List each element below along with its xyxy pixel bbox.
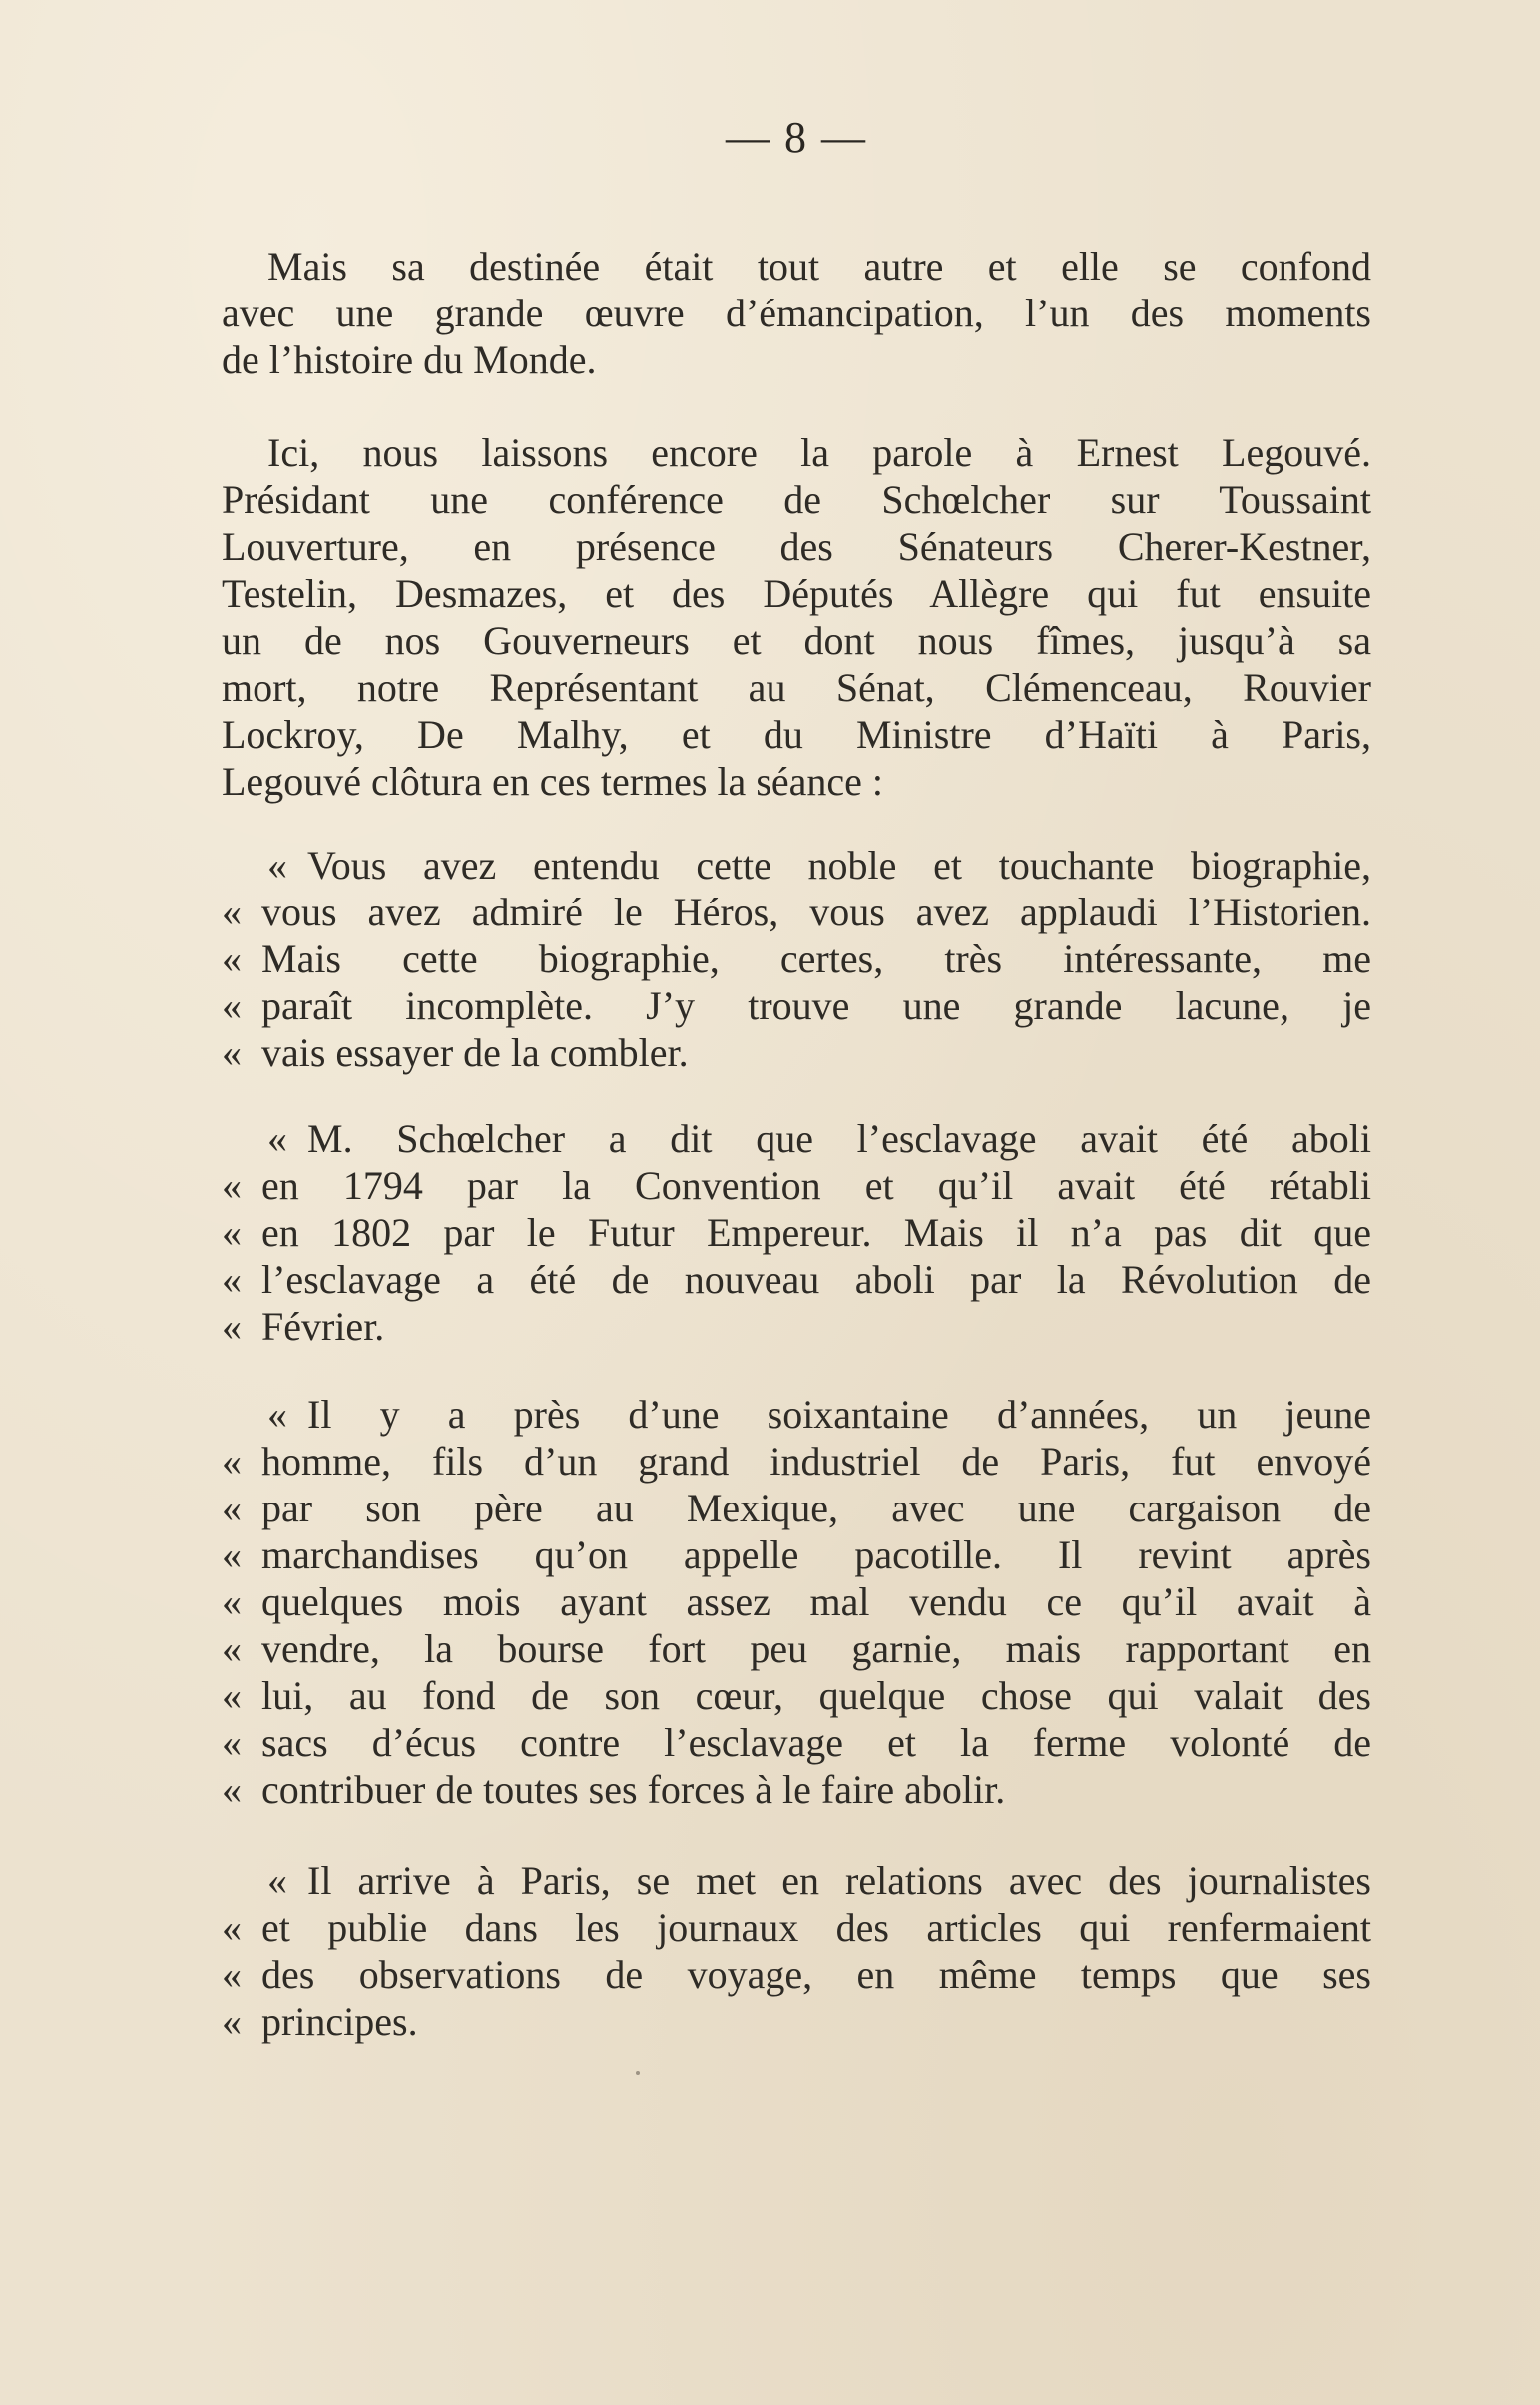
quote-mark: « — [222, 1486, 242, 1530]
text-line: l’esclavage a été de nouveau aboli par la Révolution de — [261, 1257, 1371, 1302]
text-line: vous avez admiré le Héros, vous avez applaudi l’Historien. — [261, 890, 1371, 934]
text-line: lui, au fond de son cœur, quelque chose qui valait des — [261, 1673, 1371, 1718]
text-line: principes. — [261, 1999, 418, 2044]
quote-line — [222, 1438, 1371, 1485]
quote-line — [222, 935, 1371, 982]
quote-line — [222, 1904, 1371, 1951]
quote-mark: « — [222, 1673, 242, 1718]
quote-line — [222, 1578, 1371, 1625]
text-line: en 1802 par le Futur Empereur. Mais il n’a pas dit que — [261, 1210, 1371, 1255]
text-line: mort, notre Représentant au Sénat, Clémenceau, Rouvier — [222, 665, 1371, 710]
quote-line — [222, 1766, 1371, 1813]
quote-mark: « — [222, 1905, 242, 1950]
paragraph-1 — [222, 243, 1371, 383]
quote-line — [222, 1625, 1371, 1672]
text-line: Lockroy, De Malhy, et du Ministre d’Haïti à Paris, — [222, 712, 1371, 757]
text-line: Il arrive à Paris, se met en relations avec des journalistes — [307, 1858, 1371, 1903]
text-line: Février. — [261, 1304, 385, 1349]
quote-mark: « — [222, 1304, 242, 1349]
text-line: par son père au Mexique, avec une cargaison de — [261, 1486, 1371, 1530]
quote-paragraph-2 — [222, 1115, 1371, 1350]
quote-line — [222, 1531, 1371, 1578]
quote-mark: « — [222, 890, 242, 934]
text-line: en 1794 par la Convention et qu’il avait été rétabli — [261, 1163, 1371, 1208]
paragraph-2 — [222, 429, 1371, 805]
quote-line — [222, 889, 1371, 935]
quote-mark: « — [222, 1626, 242, 1671]
text-line: un de nos Gouverneurs et dont nous fîmes, jusqu’à sa — [222, 618, 1371, 663]
text-line: sacs d’écus contre l’esclavage et la ferme volonté de — [261, 1720, 1371, 1765]
quote-mark: « — [267, 1392, 287, 1437]
text-line: Mais cette biographie, certes, très intéressante, me — [261, 936, 1371, 981]
quote-line — [222, 1951, 1371, 1998]
quote-mark: « — [222, 1257, 242, 1302]
quote-line — [222, 842, 1371, 889]
quote-mark: « — [222, 1720, 242, 1765]
quote-mark: « — [267, 1116, 287, 1161]
quote-paragraph-3 — [222, 1391, 1371, 1813]
quote-line — [222, 982, 1371, 1029]
quote-mark: « — [222, 936, 242, 981]
quote-mark: « — [222, 983, 242, 1028]
text-line: avec une grande œuvre d’émancipation, l’un des moments — [222, 291, 1371, 335]
text-line: homme, fils d’un grand industriel de Paris, fut envoyé — [261, 1439, 1371, 1484]
quote-line — [222, 1998, 1371, 2045]
quote-mark: « — [222, 1030, 242, 1075]
text-line: Louverture, en présence des Sénateurs Cherer-Kestner, — [222, 524, 1371, 569]
quote-mark: « — [222, 1439, 242, 1484]
quote-mark: « — [222, 1532, 242, 1577]
quote-line — [222, 1672, 1371, 1719]
quote-mark: « — [222, 1210, 242, 1255]
text-line: et publie dans les journaux des articles qui renfermaient — [261, 1905, 1371, 1950]
quote-line — [222, 1391, 1371, 1438]
text-line: de l’histoire du Monde. — [222, 337, 597, 382]
text-line: vendre, la bourse fort peu garnie, mais rapportant en — [261, 1626, 1371, 1671]
quote-line — [222, 1209, 1371, 1256]
text-line: contribuer de toutes ses forces à le faire abolir. — [261, 1767, 1006, 1812]
quote-line — [222, 1303, 1371, 1350]
page-number: — 8 — — [726, 113, 867, 162]
quote-line — [222, 1115, 1371, 1162]
quote-paragraph-1 — [222, 842, 1371, 1076]
quote-mark: « — [222, 1952, 242, 1997]
quote-mark: « — [267, 1858, 287, 1903]
text-line: vais essayer de la combler. — [261, 1030, 689, 1075]
text-line: paraît incomplète. J’y trouve une grande lacune, je — [261, 983, 1371, 1028]
quote-line — [222, 1256, 1371, 1303]
quote-mark: « — [267, 843, 287, 888]
text-line: M. Schœlcher a dit que l’esclavage avait été aboli — [307, 1116, 1371, 1161]
text-line: Mais sa destinée était tout autre et elle se confond — [267, 244, 1371, 289]
text-line: marchandises qu’on appelle pacotille. Il revint après — [261, 1532, 1371, 1577]
text-line: Il y a près d’une soixantaine d’années, un jeune — [307, 1392, 1371, 1437]
quote-mark: « — [222, 1767, 242, 1812]
paper-speck — [636, 2071, 640, 2075]
text-line: des observations de voyage, en même temps que ses — [261, 1952, 1371, 1997]
quote-line — [222, 1485, 1371, 1531]
quote-mark: « — [222, 1999, 242, 2044]
quote-paragraph-4 — [222, 1857, 1371, 2045]
text-line: Legouvé clôtura en ces termes la séance : — [222, 759, 884, 804]
quote-line — [222, 1162, 1371, 1209]
quote-line — [222, 1719, 1371, 1766]
text-line: quelques mois ayant assez mal vendu ce qu’il avait à — [261, 1579, 1371, 1624]
text-line: Testelin, Desmazes, et des Députés Allègre qui fut ensuite — [222, 571, 1371, 616]
text-line: Vous avez entendu cette noble et touchante biographie, — [307, 843, 1371, 888]
quote-line — [222, 1857, 1371, 1904]
text-line: Présidant une conférence de Schœlcher sur Toussaint — [222, 477, 1371, 522]
quote-mark: « — [222, 1163, 242, 1208]
text-line: Ici, nous laissons encore la parole à Ernest Legouvé. — [267, 430, 1371, 475]
quote-line — [222, 1029, 1371, 1076]
quote-mark: « — [222, 1579, 242, 1624]
